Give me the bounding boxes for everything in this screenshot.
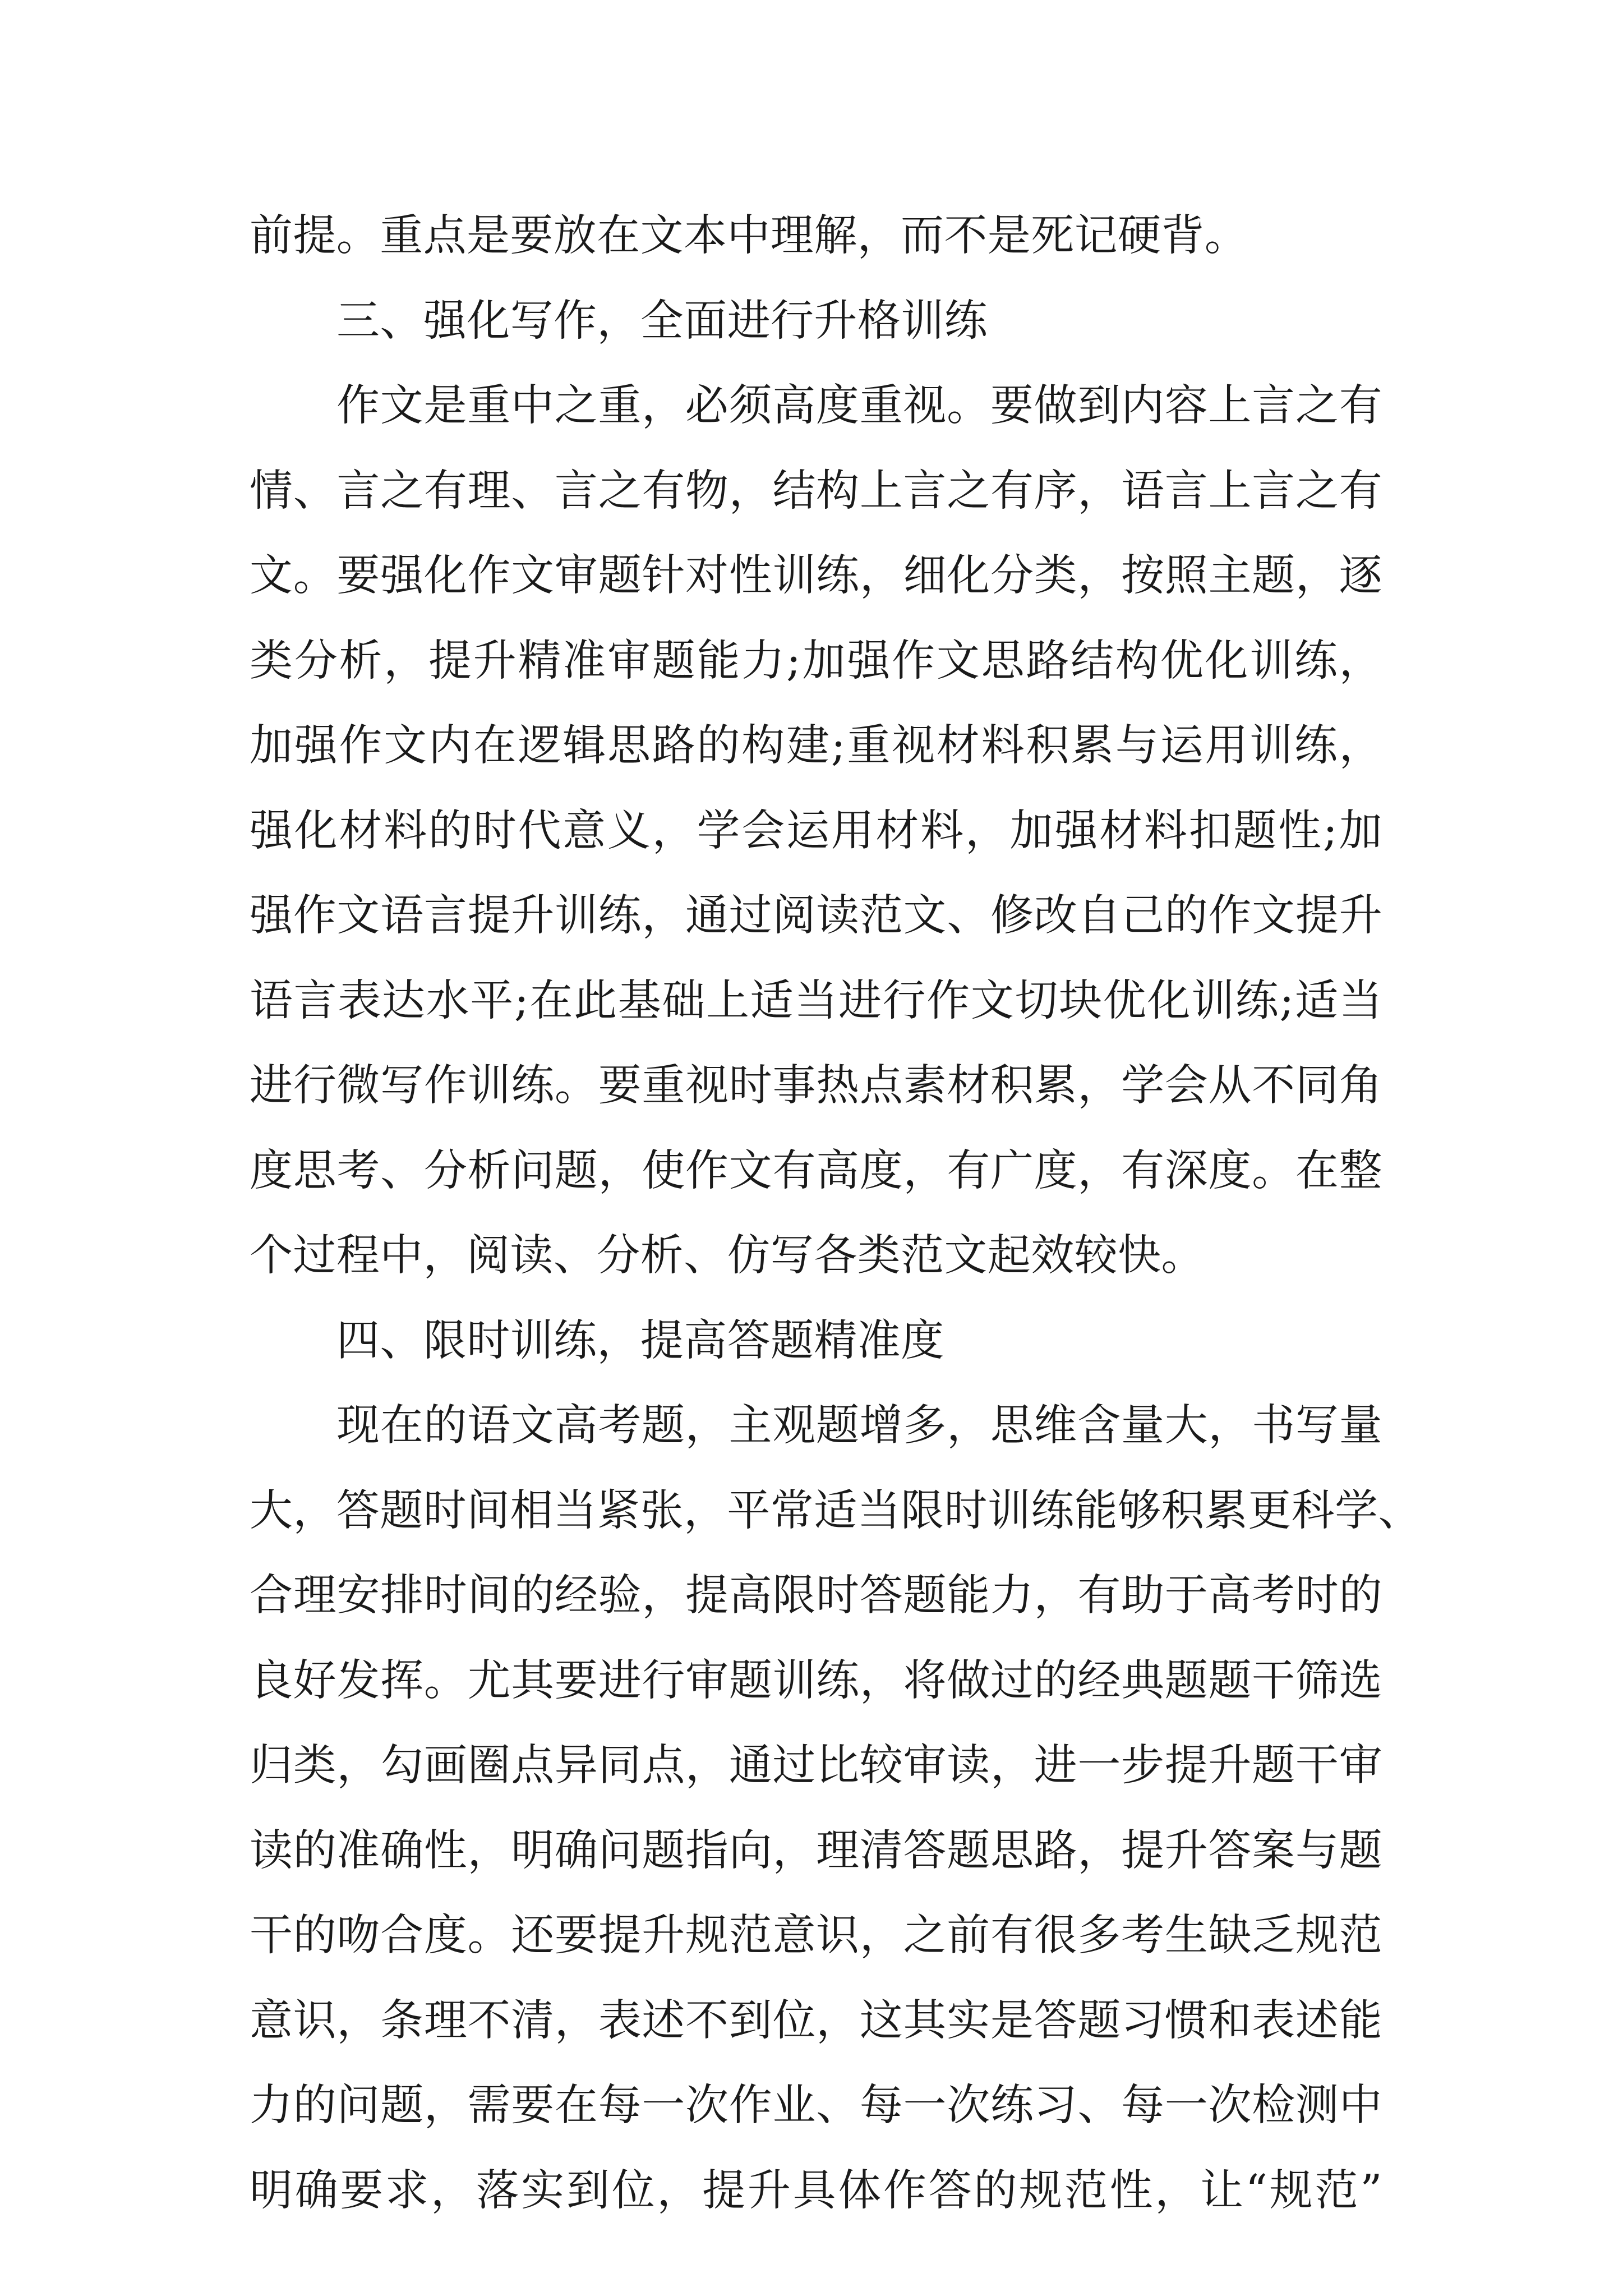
paragraph-line: 明确要求，落实到位，提升具体作答的规范性，让“规范” [250,2165,1382,2216]
paragraph-line: 类分析，提升精准审题能力;加强作文思路结构优化训练， [250,636,1382,686]
paragraph-line: 作文是重中之重，必须高度重视。要做到内容上言之有 [336,381,1382,431]
paragraph-line: 现在的语文高考题，主观题增多，思维含量大，书写量 [336,1401,1382,1451]
paragraph-line: 加强作文内在逻辑思路的构建;重视材料积累与运用训练， [250,721,1382,771]
paragraph-line: 干的吻合度。还要提升规范意识，之前有很多考生缺乏规范 [250,1911,1382,1961]
paragraph-line: 个过程中，阅读、分析、仿写各类范文起效较快。 [250,1231,1205,1281]
paragraph-line: 强化材料的时代意义，学会运用材料，加强材料扣题性;加 [250,806,1382,856]
paragraph-line: 度思考、分析问题，使作文有高度，有广度，有深度。在整 [250,1145,1382,1196]
paragraph-line: 强作文语言提升训练，通过阅读范文、修改自己的作文提升 [250,891,1382,941]
paragraph-line: 归类，勾画圈点异同点，通过比较审读，进一步提升题干审 [250,1741,1382,1791]
paragraph-line: 前提。重点是要放在文本中理解，而不是死记硬背。 [250,211,1248,261]
paragraph-line: 力的问题，需要在每一次作业、每一次练习、每一次检测中 [250,2081,1382,2131]
paragraph-line: 情、言之有理、言之有物，结构上言之有序，语言上言之有 [250,466,1382,516]
paragraph-line: 合理安排时间的经验，提高限时答题能力，有助于高考时的 [250,1571,1382,1621]
paragraph-line: 良好发挥。尤其要进行审题训练，将做过的经典题题干筛选 [250,1655,1382,1706]
paragraph-line: 意识，条理不清，表述不到位，这其实是答题习惯和表述能 [250,1995,1382,2046]
paragraph-line: 读的准确性，明确问题指向，理清答题思路，提升答案与题 [250,1825,1382,1876]
section-heading-timed-training: 四、限时训练，提高答题精准度 [336,1315,944,1366]
paragraph-line: 语言表达水平;在此基础上适当进行作文切块优化训练;适当 [250,976,1382,1026]
paragraph-line: 大，答题时间相当紧张，平常适当限时训练能够积累更科学、 [250,1485,1422,1536]
body-text [250,194,1422,2233]
section-heading-writing: 三、强化写作，全面进行升格训练 [336,296,988,346]
paragraph-line: 文。要强化作文审题针对性训练，细化分类，按照主题，逐 [250,551,1382,601]
paragraph-line: 进行微写作训练。要重视时事热点素材积累，学会从不同角 [250,1061,1382,1111]
